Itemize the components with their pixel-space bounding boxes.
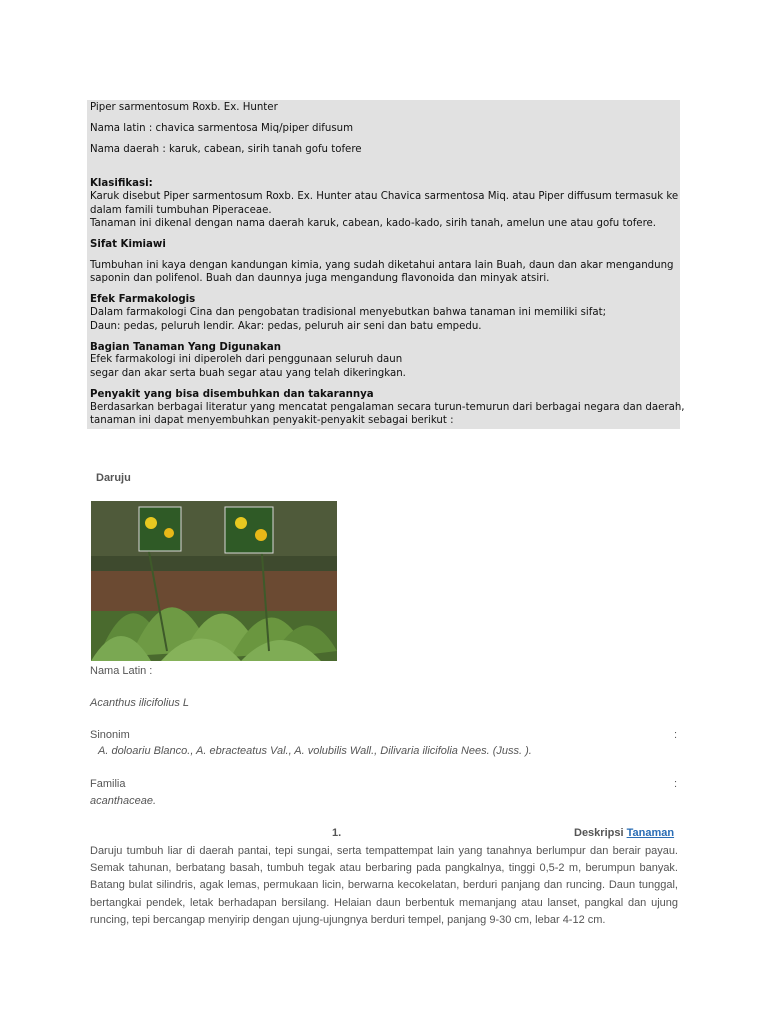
penyakit-line: tanaman ini dapat menyembuhkan penyakit-penyakit sebagai berikut : xyxy=(90,415,454,426)
sinonim-label: Sinonim xyxy=(90,729,130,741)
latin-full-name: Piper sarmentosum Roxb. Ex. Hunter xyxy=(90,102,278,113)
klasifikasi-line: Tanaman ini dikenal dengan nama daerah karuk, cabean, kado-kado, sirih tanah, amelun une atau gofu tofere. xyxy=(90,218,657,229)
efek-line: Daun: pedas, peluruh lendir. Akar: pedas, peluruh air seni dan batu empedu. xyxy=(90,321,482,332)
efek-line: Dalam farmakologi Cina dan pengobatan tradisional menyebutkan bahwa tanaman ini memiliki sifat; xyxy=(90,307,606,318)
klasifikasi-line: dalam famili tumbuhan Piperaceae. xyxy=(90,205,272,216)
familia-value: acanthaceae. xyxy=(90,795,157,807)
latin-name-line: Nama latin : chavica sarmentosa Miq/piper difusum xyxy=(90,123,354,134)
sifat-line: saponin dan polifenol. Buah dan daunnya juga mengandung flavonoida dan minyak atsiri. xyxy=(90,273,550,284)
regional-name-line: Nama daerah : karuk, cabean, sirih tanah gofu tofere xyxy=(90,144,362,155)
sifat-heading: Sifat Kimiawi xyxy=(90,239,166,250)
section-number: 1. xyxy=(332,827,342,839)
klasifikasi-line: Karuk disebut Piper sarmentosum Roxb. Ex. Hunter atau Chavica sarmentosa Miq. atau Piper diffusum termasuk ke xyxy=(90,191,679,202)
efek-heading: Efek Farmakologis xyxy=(90,294,196,305)
familia-colon: : xyxy=(674,778,678,790)
penyakit-line: Berdasarkan berbagai literatur yang mencatat pengalaman secara turun-temurun dari berbagai negara dan daerah, xyxy=(90,402,685,413)
bagian-line: Efek farmakologi ini diperoleh dari penggunaan seluruh daun xyxy=(90,354,403,365)
nama-latin-value: Acanthus ilicifolius L xyxy=(90,697,190,709)
bagian-line: segar dan akar serta buah segar atau yang telah dikeringkan. xyxy=(90,368,406,379)
sinonim-colon: : xyxy=(674,729,678,741)
familia-label: Familia xyxy=(90,778,126,790)
plant-title: Daruju xyxy=(96,472,131,484)
bagian-heading: Bagian Tanaman Yang Digunakan xyxy=(90,342,281,353)
sifat-line: Tumbuhan ini kaya dengan kandungan kimia, yang sudah diketahui antara lain Buah, daun dan akar mengandung xyxy=(90,260,674,271)
penyakit-heading: Penyakit yang bisa disembuhkan dan takarannya xyxy=(90,389,374,400)
daruju-plant-photo xyxy=(91,501,337,661)
sinonim-value: A. doloariu Blanco., A. ebracteatus Val., A. volubilis Wall., Dilivaria ilicifolia Nees. (Juss. ). xyxy=(98,745,532,757)
section-title: Deskripsi xyxy=(574,827,624,839)
section-heading xyxy=(574,827,674,839)
klasifikasi-heading: Klasifikasi: xyxy=(90,178,153,189)
nama-latin-label: Nama Latin : xyxy=(90,665,153,677)
description-paragraph: Daruju tumbuh liar di daerah pantai, tepi sungai, serta tempattempat lain yang tanahnya berlumpur dan berair payau. Semak tahunan, berbatang basah, tumbuh tegak atau berbaring pada pangkalnya, tinggi 0,5-2 m, berumpun banyak. Batang bulat silindris, agak lemas, permukaan licin, berwarna kecokelatan, berduri panjang dan runcing. Daun tunggal, bertangkai pendek, letak berhadapan bersilang. Helaian daun berbentuk memanjang atau lanset, pangkal dan ujung runcing, tepi bercangap menyirip dengan ujung-ujungnya berduri tempel, panjang 9-30 cm, lebar 4-12 cm. xyxy=(90,845,678,926)
tanaman-link[interactable]: Tanaman xyxy=(626,827,675,839)
